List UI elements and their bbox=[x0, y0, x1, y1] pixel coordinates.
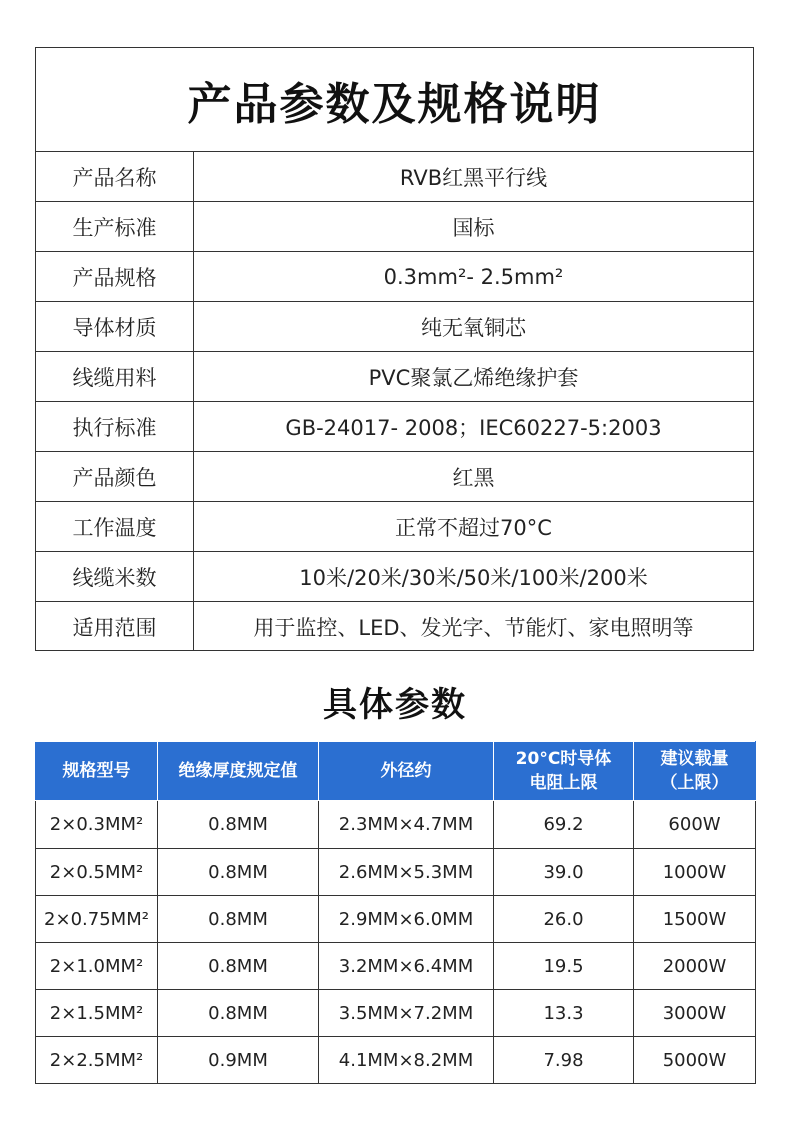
table-cell: 1500W bbox=[634, 896, 756, 943]
table-row bbox=[36, 1037, 756, 1084]
spec-key: 执行标准 bbox=[36, 402, 194, 451]
table-cell: 2.9MM×6.0MM bbox=[319, 896, 494, 943]
table-row bbox=[36, 943, 756, 990]
spec-value: 用于监控、LED、发光字、节能灯、家电照明等 bbox=[253, 615, 694, 640]
spec-value: 0.3mm²- 2.5mm² bbox=[383, 264, 564, 289]
params-table bbox=[35, 741, 756, 1084]
table-row bbox=[36, 801, 756, 849]
table-cell: 0.8MM bbox=[158, 896, 319, 943]
table-cell: 26.0 bbox=[494, 896, 634, 943]
header-line: 20°C时导体 bbox=[515, 749, 612, 769]
table-cell: 2×1.5MM² bbox=[36, 990, 158, 1037]
table-cell: 0.8MM bbox=[158, 943, 319, 990]
table-cell: 1000W bbox=[634, 849, 756, 896]
header-line: （上限） bbox=[660, 773, 729, 793]
params-column-header bbox=[494, 742, 634, 801]
spec-row bbox=[36, 302, 753, 352]
table-cell: 2×2.5MM² bbox=[36, 1037, 158, 1084]
header-line: 规格型号 bbox=[62, 761, 131, 781]
params-column-header bbox=[634, 742, 756, 801]
spec-key: 工作温度 bbox=[36, 502, 194, 551]
table-cell: 600W bbox=[634, 801, 756, 849]
spec-row bbox=[36, 502, 753, 552]
table-cell: 39.0 bbox=[494, 849, 634, 896]
table-cell: 69.2 bbox=[494, 801, 634, 849]
table-cell: 19.5 bbox=[494, 943, 634, 990]
spec-key: 线缆用料 bbox=[36, 352, 194, 401]
table-cell: 3.5MM×7.2MM bbox=[319, 990, 494, 1037]
spec-value: 红黑 bbox=[452, 465, 495, 490]
table-row bbox=[36, 849, 756, 896]
table-row bbox=[36, 990, 756, 1037]
table-cell: 2.3MM×4.7MM bbox=[319, 801, 494, 849]
params-header-row bbox=[36, 742, 756, 801]
spec-key: 产品名称 bbox=[36, 152, 194, 201]
spec-row bbox=[36, 352, 753, 402]
spec-value: GB-24017- 2008；IEC60227-5:2003 bbox=[285, 415, 662, 440]
spec-row bbox=[36, 202, 753, 252]
spec-key: 导体材质 bbox=[36, 302, 194, 351]
table-cell: 2×0.3MM² bbox=[36, 801, 158, 849]
table-cell: 0.9MM bbox=[158, 1037, 319, 1084]
header-line: 外径约 bbox=[380, 761, 432, 781]
params-column-header bbox=[158, 742, 319, 801]
spec-table bbox=[35, 47, 754, 651]
spec-row bbox=[36, 152, 753, 202]
spec-row bbox=[36, 252, 753, 302]
spec-value: 10米/20米/30米/50米/100米/200米 bbox=[299, 565, 648, 590]
header-line: 建议载量 bbox=[660, 749, 729, 769]
table-cell: 0.8MM bbox=[158, 801, 319, 849]
header-line: 绝缘厚度规定值 bbox=[178, 761, 298, 781]
spec-row bbox=[36, 402, 753, 452]
spec-key: 产品颜色 bbox=[36, 452, 194, 501]
spec-value: PVC聚氯乙烯绝缘护套 bbox=[368, 365, 579, 390]
spec-value: 国标 bbox=[452, 215, 495, 240]
spec-key: 生产标准 bbox=[36, 202, 194, 251]
spec-key: 线缆米数 bbox=[36, 552, 194, 601]
spec-title: 产品参数及规格说明 bbox=[36, 48, 753, 152]
table-cell: 7.98 bbox=[494, 1037, 634, 1084]
header-line: 电阻上限 bbox=[529, 773, 598, 793]
table-cell: 2000W bbox=[634, 943, 756, 990]
table-cell: 2×1.0MM² bbox=[36, 943, 158, 990]
table-cell: 13.3 bbox=[494, 990, 634, 1037]
table-cell: 2×0.75MM² bbox=[36, 896, 158, 943]
spec-key: 产品规格 bbox=[36, 252, 194, 301]
spec-value: 纯无氧铜芯 bbox=[421, 315, 526, 340]
table-cell: 5000W bbox=[634, 1037, 756, 1084]
spec-row bbox=[36, 602, 753, 651]
params-column-header bbox=[319, 742, 494, 801]
params-body bbox=[36, 801, 756, 1084]
spec-key: 适用范围 bbox=[36, 602, 194, 651]
table-cell: 4.1MM×8.2MM bbox=[319, 1037, 494, 1084]
spec-row bbox=[36, 552, 753, 602]
table-cell: 2.6MM×5.3MM bbox=[319, 849, 494, 896]
spec-value: 正常不超过70°C bbox=[395, 515, 552, 540]
spec-row bbox=[36, 452, 753, 502]
table-cell: 0.8MM bbox=[158, 990, 319, 1037]
params-column-header bbox=[36, 742, 158, 801]
table-cell: 2×0.5MM² bbox=[36, 849, 158, 896]
table-cell: 0.8MM bbox=[158, 849, 319, 896]
table-cell: 3000W bbox=[634, 990, 756, 1037]
table-cell: 3.2MM×6.4MM bbox=[319, 943, 494, 990]
spec-value: RVB红黑平行线 bbox=[399, 165, 548, 190]
spec-rows bbox=[36, 152, 753, 651]
params-heading: 具体参数 bbox=[323, 684, 467, 725]
table-row bbox=[36, 896, 756, 943]
